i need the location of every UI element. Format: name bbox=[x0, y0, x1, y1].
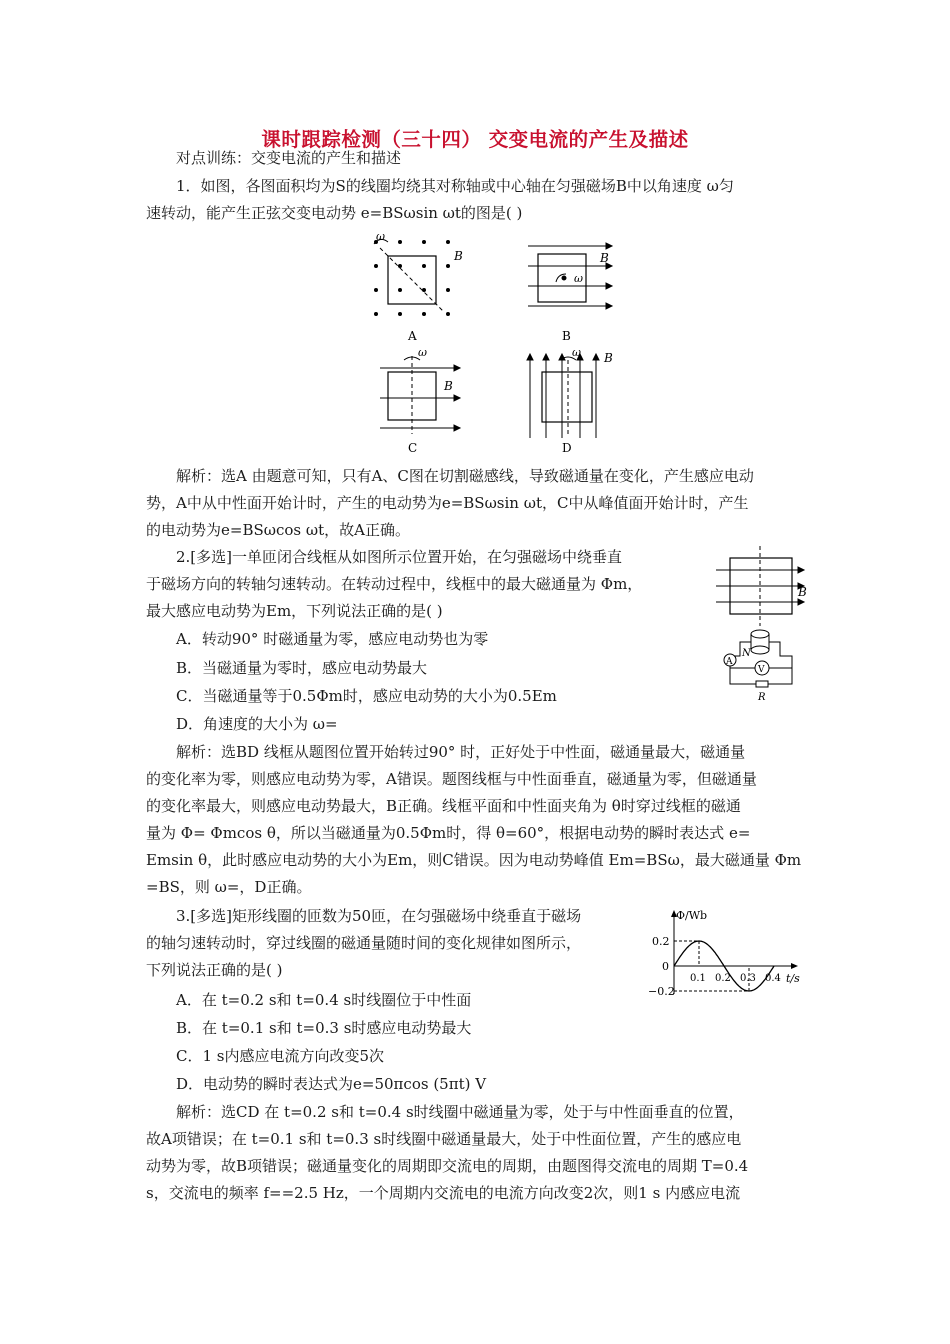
voltmeter-label: V bbox=[758, 665, 765, 675]
q3-option-b: B．在 t=0.1 s和 t=0.3 s时感应电动势最大 bbox=[176, 1019, 472, 1037]
page-title: 课时跟踪检测（三十四） 交变电流的产生及描述 bbox=[261, 128, 689, 151]
q3-solution-line4: s，交流电的频率 f==2.5 Hz，一个周期内交流电的电流方向改变2次，则1 s 内感应电流 bbox=[146, 1184, 741, 1202]
figure-c-label: C bbox=[408, 441, 418, 455]
q1-stem-line2: 速转动，能产生正弦交变电动势 e=BSωsin ωt的图是( ) bbox=[146, 204, 523, 222]
figure-a-label: A bbox=[408, 329, 417, 343]
q3-option-d: D．电动势的瞬时表达式为e=50πcos (5πt) V bbox=[176, 1075, 487, 1093]
b-label-b: B bbox=[600, 251, 609, 265]
q2-solution-line5: Emsin θ，此时感应电动势的大小为Em，则C错误。因为电动势峰值 Em=BSω，最大磁通量 Φm bbox=[146, 851, 802, 869]
q2-option-a: A．转动90° 时磁通量为零，感应电动势也为零 bbox=[176, 630, 489, 648]
figure-b-caption: B bbox=[562, 329, 571, 343]
q3-solution-line1: 解析：选CD 在 t=0.2 s和 t=0.4 s时线圈中磁通量为零，处于与中性面垂直的位置， bbox=[176, 1103, 744, 1121]
omega-label-c: ω bbox=[418, 346, 427, 359]
q3-option-a: A．在 t=0.2 s和 t=0.4 s时线圈位于中性面 bbox=[176, 991, 472, 1009]
q3-stem-line2: 的轴匀速转动时，穿过线圈的磁通量随时间的变化规律如图所示， bbox=[146, 934, 582, 952]
omega-label-d: ω bbox=[572, 346, 581, 359]
q3-solution-line2: 故A项错误；在 t=0.1 s和 t=0.3 s时线圈中磁通量最大，处于中性面位置，产生的感应电 bbox=[146, 1130, 742, 1148]
q2-figure bbox=[712, 544, 812, 704]
q2-solution-line6: =BS，则 ω=，D正确。 bbox=[146, 878, 312, 896]
q1-stem-line1: 1．如图，各图面积均为S的线圈均绕其对称轴或中心轴在匀强磁场B中以角速度 ω匀 bbox=[176, 177, 734, 195]
b-label-a: B bbox=[454, 249, 463, 263]
n-label: N bbox=[742, 648, 751, 659]
flux-graph bbox=[648, 906, 818, 1006]
q2-solution-line2: 的变化率为零，则感应电动势为零，A错误。题图线框与中性面垂直，磁通量为零，但磁通量 bbox=[146, 770, 757, 788]
omega-label-a: ω bbox=[376, 230, 385, 243]
q3-stem-line3: 下列说法正确的是( ) bbox=[146, 961, 283, 979]
ammeter-label: A bbox=[726, 657, 733, 667]
q3-solution-line3: 动势为零，故B项错误；磁通量变化的周期即交流电的周期，由题图得交流电的周期 T=0.4 bbox=[146, 1157, 749, 1175]
figure-a bbox=[374, 230, 463, 343]
q2-stem-line1: 2.[多选]一单匝闭合线框从如图所示位置开始，在匀强磁场中绕垂直 bbox=[176, 548, 623, 566]
q2-solution-line4: 量为 Φ= Φmcos θ，所以当磁通量为0.5Φm时，得 θ=60°，根据电动势的瞬时表达式 e= bbox=[146, 824, 751, 842]
q1-solution-line3: 的电动势为e=BSωcos ωt，故A正确。 bbox=[146, 521, 410, 539]
ytick-label-bottom: −0.2 bbox=[648, 985, 675, 998]
b-label-d: B bbox=[604, 351, 613, 365]
q3-option-c: C．1 s内感应电流方向改变5次 bbox=[176, 1047, 385, 1065]
figure-d-label: D bbox=[562, 441, 572, 455]
ytick-label-top: 0.2 bbox=[652, 935, 670, 948]
q2-solution-line1: 解析：选BD 线框从题图位置开始转过90° 时，正好处于中性面，磁通量最大，磁通量 bbox=[176, 743, 746, 761]
q2-stem-line2: 于磁场方向的转轴匀速转动。在转动过程中，线框中的最大磁通量为 Φm， bbox=[146, 575, 643, 593]
r-label: R bbox=[758, 692, 766, 703]
b-label-c: B bbox=[444, 379, 453, 393]
q3-stem-line1: 3.[多选]矩形线圈的匝数为50匝，在匀强磁场中绕垂直于磁场 bbox=[176, 907, 582, 925]
q2-solution-line3: 的变化率最大，则感应电动势最大，B正确。线框平面和中性面夹角为 θ时穿过线框的磁通 bbox=[146, 797, 741, 815]
xtick-label-4: 0.4 bbox=[765, 973, 781, 984]
figure-d bbox=[527, 354, 599, 438]
q1-solution-line2: 势，A中从中性面开始计时，产生的电动势为e=BSωsin ωt，C中从峰值面开始计时，产生 bbox=[146, 494, 749, 512]
figure-c bbox=[380, 356, 460, 434]
xtick-label-2: 0.2 bbox=[715, 973, 731, 984]
omega-label-b: ω bbox=[574, 272, 583, 285]
ytick-label-zero: 0 bbox=[662, 960, 669, 973]
q2-stem-line3: 最大感应电动势为Em，下列说法正确的是( ) bbox=[146, 602, 443, 620]
q2-option-d: D．角速度的大小为 ω= bbox=[176, 715, 338, 733]
q2-b-label: B bbox=[798, 585, 807, 599]
graph-ylabel: Φ/Wb bbox=[676, 909, 708, 922]
xtick-label-1: 0.1 bbox=[690, 973, 706, 984]
section-heading: 对点训练：交变电流的产生和描述 bbox=[176, 149, 402, 167]
q2-option-c: C．当磁通量等于0.5Φm时，感应电动势的大小为0.5Em bbox=[176, 687, 557, 705]
q1-figures bbox=[340, 228, 640, 458]
q1-solution-line1: 解析：选A 由题意可知，只有A、C图在切割磁感线，导致磁通量在变化，产生感应电动 bbox=[176, 467, 754, 485]
xtick-label-3: 0.3 bbox=[740, 973, 756, 984]
graph-xlabel: t/s bbox=[786, 972, 800, 985]
q2-option-b: B．当磁通量为零时，感应电动势最大 bbox=[176, 659, 428, 677]
